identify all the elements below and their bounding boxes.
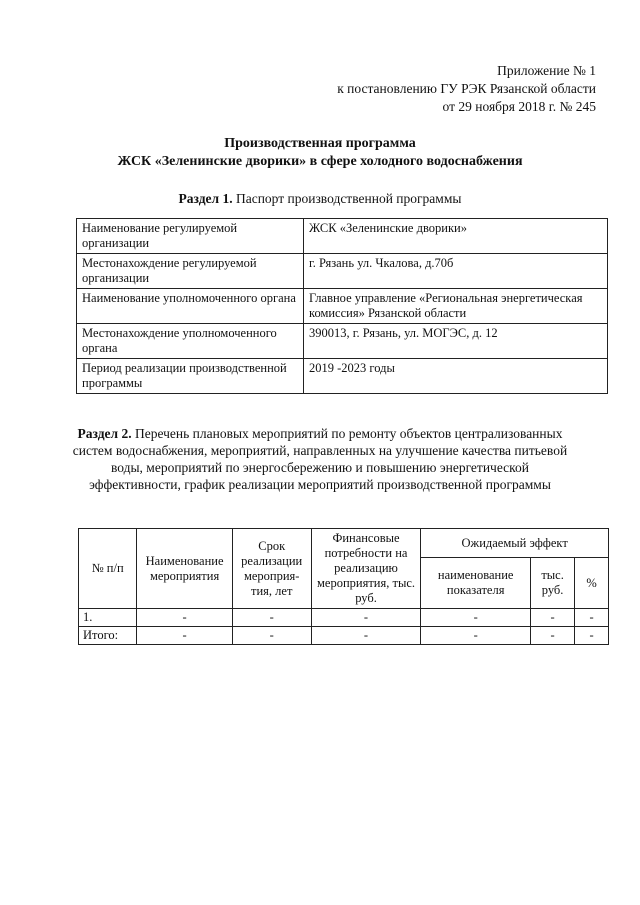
cell-term: - <box>232 609 311 627</box>
passport-key: Наименование уполномоченного органа <box>77 289 304 324</box>
section-1-label: Раздел 1. <box>178 191 233 206</box>
appendix-line-1: Приложение № 1 <box>497 63 596 78</box>
header-percent: % <box>575 558 609 609</box>
passport-value: г. Рязань ул. Чкалова, д.70б <box>304 254 608 289</box>
cell-percent: - <box>575 609 609 627</box>
passport-value: Главное управление «Региональная энергетическая комиссия» Рязанской области <box>304 289 608 324</box>
cell-thousand: - <box>531 609 575 627</box>
title-line-1: Производственная программа <box>224 136 416 151</box>
cell-term: - <box>232 627 311 645</box>
document-title <box>0 135 640 171</box>
cell-num: 1. <box>79 609 137 627</box>
passport-key: Местонахождение уполномоченного органа <box>77 324 304 359</box>
cell-num: Итого: <box>79 627 137 645</box>
passport-value: 390013, г. Рязань, ул. МОГЭС, д. 12 <box>304 324 608 359</box>
passport-key: Местонахождение регулируемой организации <box>77 254 304 289</box>
section-1-heading <box>0 190 640 207</box>
appendix-line-3: от 29 ноября 2018 г. № 245 <box>442 99 596 114</box>
header-effect: Ожидаемый эффект <box>421 529 609 558</box>
table-row <box>77 254 608 289</box>
title-line-2: ЖСК «Зеленинские дворики» в сфере холодного водоснабжения <box>117 154 523 169</box>
cell-finance: - <box>311 627 421 645</box>
header-num: № п/п <box>79 529 137 609</box>
cell-indicator: - <box>421 627 531 645</box>
appendix-line-2: к постановлению ГУ РЭК Рязанской области <box>337 81 596 96</box>
passport-key: Наименование регулируемой организации <box>77 219 304 254</box>
cell-finance: - <box>311 609 421 627</box>
cell-name: - <box>137 609 232 627</box>
header-thousand: тыс. руб. <box>531 558 575 609</box>
table-row <box>79 627 609 645</box>
header-term: Срок реализации мероприя-тия, лет <box>232 529 311 609</box>
passport-key: Период реализации производственной программы <box>77 359 304 394</box>
section-2-label: Раздел 2. <box>77 426 132 441</box>
cell-thousand: - <box>531 627 575 645</box>
header-finance: Финансовые потребности на реализацию мероприятия, тыс. руб. <box>311 529 421 609</box>
cell-percent: - <box>575 627 609 645</box>
table-row <box>77 359 608 394</box>
cell-indicator: - <box>421 609 531 627</box>
section-2-heading <box>0 425 640 493</box>
table-row <box>79 609 609 627</box>
header-name: Наименование мероприятия <box>137 529 232 609</box>
passport-value: ЖСК «Зеленинские дворики» <box>304 219 608 254</box>
header-row <box>79 529 609 558</box>
passport-table <box>76 218 608 394</box>
passport-value: 2019 -2023 годы <box>304 359 608 394</box>
cell-name: - <box>137 627 232 645</box>
section-1-text: Паспорт производственной программы <box>235 191 462 206</box>
appendix-header <box>337 62 596 116</box>
header-indicator: наименование показателя <box>421 558 531 609</box>
table-row <box>77 324 608 359</box>
section-2-text: Перечень плановых мероприятий по ремонту объектов централизованных систем водоснабжения, мероприятий, направленных на улучшение качества питьевой воды, мероприятий по энергосбережению и повышению энергетической эффективности, график реализации мероприятий производственной программы <box>72 426 568 492</box>
table-row <box>77 289 608 324</box>
events-table <box>78 528 609 645</box>
table-row <box>77 219 608 254</box>
